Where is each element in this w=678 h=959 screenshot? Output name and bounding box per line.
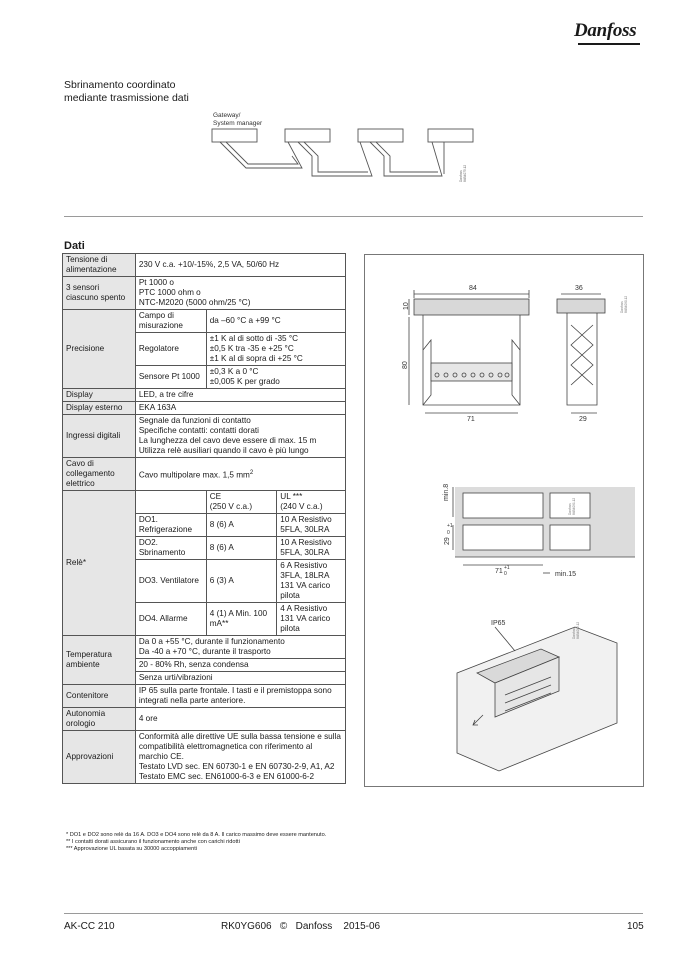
row-label: Precisione	[63, 310, 136, 389]
relay-name: DO3. Ventilatore	[135, 560, 206, 603]
drawing-code: Danfoss84B4090.12	[620, 295, 628, 313]
relay-ce: 6 (3) A	[206, 560, 277, 603]
value-line: ±0,005 K per grado	[209, 377, 280, 386]
footer-divider	[64, 913, 643, 914]
controller-box	[358, 129, 403, 142]
data-cable	[304, 142, 368, 172]
divider-line	[64, 216, 643, 217]
superscript: 2	[249, 469, 254, 476]
value-line: Testato LVD sec. EN 60730-1 e EN 60730-2-9, A1, A2	[138, 762, 335, 771]
spec-table	[62, 253, 346, 784]
table-row	[63, 254, 346, 277]
drawings-panel	[364, 254, 644, 787]
network-diagram	[200, 106, 480, 186]
row-value: LED, a tre cifre	[135, 389, 345, 402]
table-row	[63, 415, 346, 458]
dim-36: 36	[575, 285, 583, 292]
row-value: 230 V c.a. +10/-15%, 2,5 VA, 50/60 Hz	[135, 254, 345, 277]
section-title-line: mediante trasmissione dati	[64, 92, 189, 104]
relay-ul: 6 A Resistivo 3FLA, 18LRA 131 VA carico pilota	[277, 560, 346, 603]
row-value: 20 - 80% Rh, senza condensa	[135, 659, 345, 672]
table-row	[63, 458, 346, 491]
row-value	[135, 731, 345, 784]
dim-29: 29	[579, 416, 587, 423]
relay-name: DO1. Refrigerazione	[135, 514, 206, 537]
gateway-box	[212, 129, 257, 142]
relay-name: DO4. Allarme	[135, 603, 206, 636]
side-bezel	[557, 299, 605, 313]
header-line: (250 V c.a.)	[209, 502, 253, 511]
value-line: Utilizza relè ausiliari quando il cavo è più lungo	[138, 446, 309, 455]
header-line: UL ***	[280, 492, 303, 501]
row-value: da –60 °C a +99 °C	[206, 310, 345, 333]
drawing-code: Danfoss84B4092.12	[572, 621, 580, 639]
value-line: Testato EMC sec. EN61000-6-3 e EN 61000-6-2	[138, 772, 315, 781]
table-row	[63, 491, 346, 514]
relay-ce: 4 (1) A Min. 100 mA**	[206, 603, 277, 636]
gateway-label: System manager	[213, 120, 263, 127]
row-value	[135, 415, 345, 458]
row-value	[206, 333, 345, 366]
row-value: 4 ore	[135, 708, 345, 731]
row-label: Relè*	[63, 491, 136, 636]
table-row	[63, 402, 346, 415]
table-row	[63, 277, 346, 310]
ip65-label: IP65	[491, 620, 506, 627]
cable-value: Cavo multipolare max. 1,5 mm	[138, 470, 250, 480]
sub-label: Regolatore	[135, 333, 206, 366]
row-value	[135, 636, 345, 659]
sub-label: Campo di misurazione	[135, 310, 206, 333]
ul-header	[277, 491, 346, 514]
value-line: Segnale da funzioni di contatto	[138, 416, 251, 425]
row-label: Display	[63, 389, 136, 402]
relay-name: DO2. Sbrinamento	[135, 537, 206, 560]
table-row	[63, 708, 346, 731]
footer-left: AK-CC 210	[64, 921, 115, 932]
data-cable	[226, 142, 298, 164]
section-title	[64, 79, 189, 105]
footnotes	[66, 832, 366, 854]
value-line: PTC 1000 ohm o	[138, 288, 201, 297]
relay-ce: 8 (6) A	[206, 514, 277, 537]
ce-header	[206, 491, 277, 514]
dim-min15: min.15	[555, 571, 577, 578]
drawing-code: Danfoss84B4075.12	[459, 164, 467, 182]
empty-cell	[135, 491, 206, 514]
row-label: Tensione di alimentazione	[63, 254, 136, 277]
controller-box	[285, 129, 330, 142]
value-line: ±0,5 K tra -35 e +25 °C	[209, 344, 294, 353]
value-line: ±0,3 K a 0 °C	[209, 367, 259, 376]
row-label: 3 sensori ciascuno spento	[63, 277, 136, 310]
section-title-line: Sbrinamento coordinato	[64, 79, 176, 91]
value-line: Specifiche contatti: contatti dorati	[138, 426, 259, 435]
value-line: Pt 1000 o	[138, 278, 174, 287]
gateway-label: Gateway/	[213, 112, 241, 119]
footnote: *** Approvazione UL basata su 30000 accoppiamenti	[66, 846, 198, 853]
sub-label: Sensore Pt 1000	[135, 366, 206, 389]
row-value	[135, 277, 345, 310]
row-label: Display esterno	[63, 402, 136, 415]
row-label: Ingressi digitali	[63, 415, 136, 458]
table-row	[63, 636, 346, 659]
table-row	[63, 310, 346, 333]
side-detail	[571, 325, 593, 385]
side-body	[567, 313, 597, 405]
dim-84: 84	[469, 285, 477, 292]
dim-71: 71	[467, 416, 475, 423]
row-label: Temperatura ambiente	[63, 636, 136, 685]
relay-ul: 4 A Resistivo 131 VA carico pilota	[277, 603, 346, 636]
drawing-code: Danfoss84B4091.12	[568, 497, 576, 515]
value-line: Da 0 a +55 °C, durante il funzionamento	[138, 637, 285, 646]
dim-71b-tol2: 0	[504, 571, 507, 577]
row-label: Cavo di collegamento elettrico	[63, 458, 136, 491]
dim-80: 80	[402, 361, 409, 369]
row-label: Autonomia orologio	[63, 708, 136, 731]
row-value: EKA 163A	[135, 402, 345, 415]
footnote: ** I contatti dorati assicurano il funzionamento anche con carichi ridotti	[66, 839, 240, 846]
value-line: ±1 K al di sopra di +25 °C	[209, 354, 303, 363]
mounting-drawing	[457, 627, 617, 771]
dim-min8: min.8	[443, 483, 450, 501]
table-row	[63, 389, 346, 402]
row-value	[135, 458, 345, 491]
panel-cutout	[453, 487, 635, 573]
row-value: Senza urti/vibrazioni	[135, 672, 345, 685]
page-number: 105	[627, 921, 644, 932]
relay-ce: 8 (6) A	[206, 537, 277, 560]
value-line: Conformità alle direttive UE sulla bassa tensione e sulla compatibilità elettromagnetica con riferimento al marchio CE.	[138, 732, 341, 761]
row-value: IP 65 sulla parte frontale. I tasti e il premistoppa sono integrati nella parte anteriore.	[135, 685, 345, 708]
footnote: * DO1 e DO2 sono relè da 16 A. DO3 e DO4 sono relè da 8 A. Il carico massimo deve essere mantenuto.	[66, 832, 327, 838]
dim-71b-tol: +1	[504, 565, 510, 571]
value-line: ±1 K al di sotto di -35 °C	[209, 334, 299, 343]
header-line: (240 V c.a.)	[280, 502, 323, 511]
controller-box	[428, 129, 473, 142]
dim-29b-tol: +1	[447, 523, 453, 529]
controller-body	[423, 315, 520, 405]
relay-ul: 10 A Resistivo 5FLA, 30LRA	[277, 537, 346, 560]
dim-29b-tol2: 0	[447, 530, 450, 536]
row-label: Approvazioni	[63, 731, 136, 784]
technical-drawings	[365, 255, 643, 786]
table-row	[63, 731, 346, 784]
front-bezel	[414, 299, 529, 315]
header-line: CE	[209, 492, 222, 501]
row-value	[206, 366, 345, 389]
terminal-row	[431, 363, 512, 381]
value-line: Da -40 a +70 °C, durante il trasporto	[138, 647, 271, 656]
footer-center: RK0YG606 © Danfoss 2015-06	[221, 921, 381, 932]
row-label: Contenitore	[63, 685, 136, 708]
value-line: La lunghezza del cavo deve essere di max. 15 m	[138, 436, 317, 445]
dim-10: 10	[403, 302, 410, 310]
logo-underline	[578, 43, 640, 45]
dim-29b: 29	[444, 537, 451, 545]
table-row	[63, 685, 346, 708]
relay-ul: 10 A Resistivo 5FLA, 30LRA	[277, 514, 346, 537]
data-cable	[376, 142, 438, 172]
danfoss-logo: Danfoss	[574, 20, 637, 41]
dati-title: Dati	[64, 240, 85, 252]
value-line: NTC-M2020 (5000 ohm/25 °C)	[138, 298, 251, 307]
dim-71b: 71	[495, 568, 503, 575]
